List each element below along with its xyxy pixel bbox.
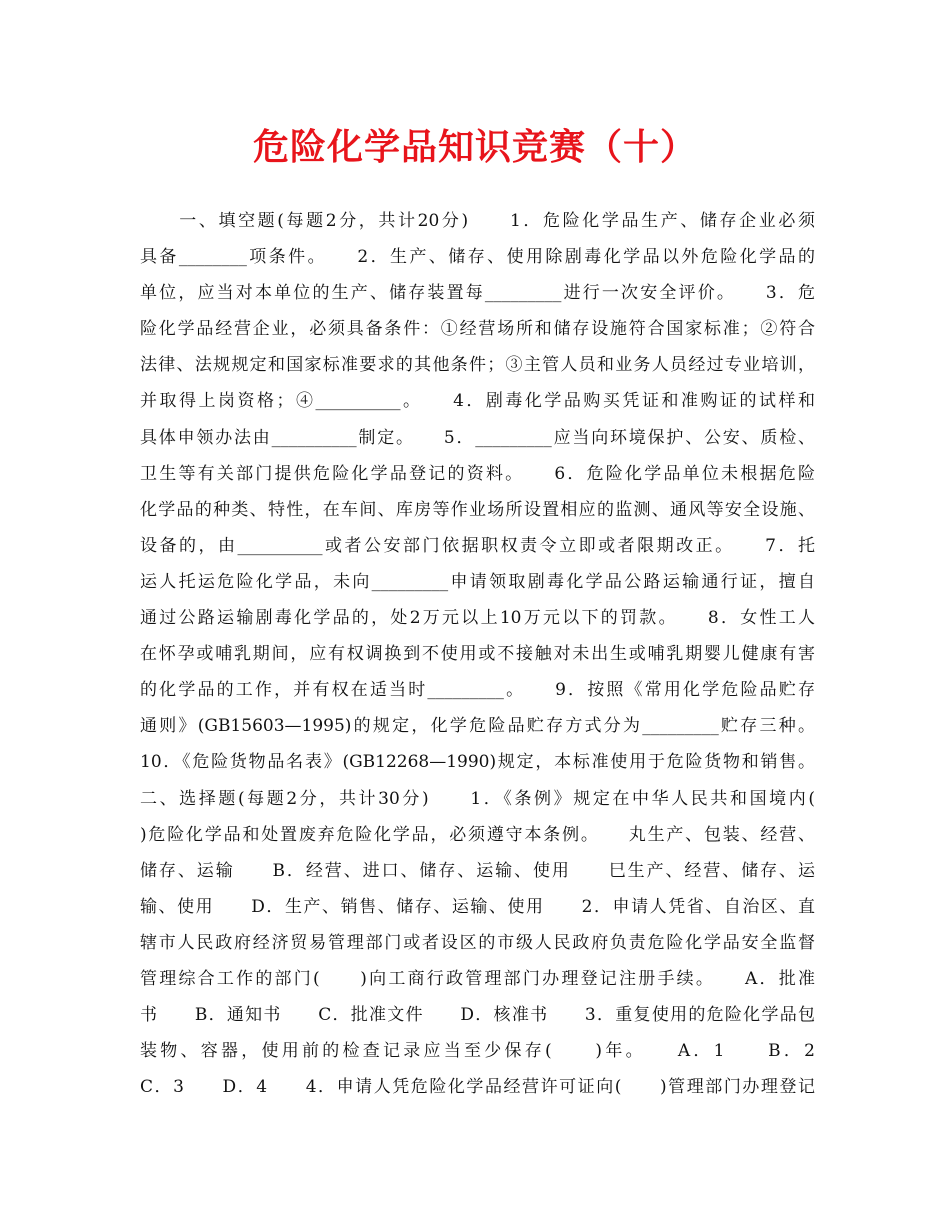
text-line: 书 B．通知书 C．批准文件 D．核准书 3．重复使用的危险化学品包 <box>140 1005 815 1026</box>
text-line: 险化学品经营企业，必须具备条件：①经营场所和储存设施符合国家标准；②符合 <box>140 319 815 340</box>
text-line: 储存、运输 B．经营、进口、储存、运输、使用 巳生产、经营、储存、运 <box>140 860 815 881</box>
text-line: 一、填空题(每题2分，共计20分) 1．危险化学品生产、储存企业必须 <box>140 211 815 231</box>
text-line: 化学品的种类、特性，在车间、库房等作业场所设置相应的监测、通风等安全设施、 <box>140 499 815 520</box>
text-line: 管理综合工作的部门( )向工商行政管理部门办理登记注册手续。 A．批准 <box>140 968 815 989</box>
text-line: 并取得上岗资格；④__________。 4．剧毒化学品购买凭证和准购证的试样和 <box>140 391 815 412</box>
text-line: 输、使用 D．生产、销售、储存、运输、使用 2．申请人凭省、自治区、直 <box>140 896 815 917</box>
text-line: 在怀孕或哺乳期间，应有权调换到不使用或不接触对未出生或哺乳期婴儿健康有害 <box>140 644 815 665</box>
text-line: 二、选择题(每题2分，共计30分) 1．《条例》规定在中华人民共和国境内( <box>140 788 815 809</box>
text-line: )危险化学品和处置废弃危险化学品，必须遵守本条例。 丸生产、包装、经营、 <box>140 824 815 845</box>
text-line: 法律、法规规定和国家标准要求的其他条件；③主管人员和业务人员经过专业培训， <box>140 355 815 376</box>
text-line: 通过公路运输剧毒化学品的，处2万元以上10万元以下的罚款。 8．女性工人 <box>140 608 815 629</box>
text-line: 辖市人民政府经济贸易管理部门或者设区的市级人民政府负责危险化学品安全监督 <box>140 932 815 953</box>
document-title: 危险化学品知识竞赛（十） <box>252 126 697 168</box>
text-line: 设备的，由__________或者公安部门依据职权责令立即或者限期改正。 7．托 <box>140 535 815 556</box>
text-line: C．3 D．4 4．申请人凭危险化学品经营许可证向( )管理部门办理登记 <box>140 1077 815 1098</box>
text-line: 通则》(GB15603—1995)的规定，化学危险品贮存方式分为_________贮存三种。 <box>140 716 815 737</box>
text-line: 单位，应当对本单位的生产、储存装置每_________进行一次安全评价。 3．危 <box>140 283 815 304</box>
text-line: 具体申领办法由__________制定。 5．_________应当向环境保护、公安、质检、 <box>140 427 815 448</box>
document-body <box>140 203 815 1105</box>
text-line: 的化学品的工作，并有权在适当时_________。 9．按照《常用化学危险品贮存 <box>140 680 815 701</box>
text-line: 运人托运危险化学品，未向_________申请领取剧毒化学品公路运输通行证，擅自 <box>140 571 815 592</box>
text-line: 卫生等有关部门提供危险化学品登记的资料。 6．危险化学品单位未根据危险 <box>140 463 815 484</box>
text-line: 10．《危险货物品名表》(GB12268—1990)规定，本标准使用于危险货物和销售。 <box>140 752 815 773</box>
text-line: 装物、容器，使用前的检查记录应当至少保存( )年。 A．1 B．2 <box>140 1041 815 1062</box>
text-line: 具备________项条件。 2．生产、储存、使用除剧毒化学品以外危险化学品的 <box>140 247 815 268</box>
